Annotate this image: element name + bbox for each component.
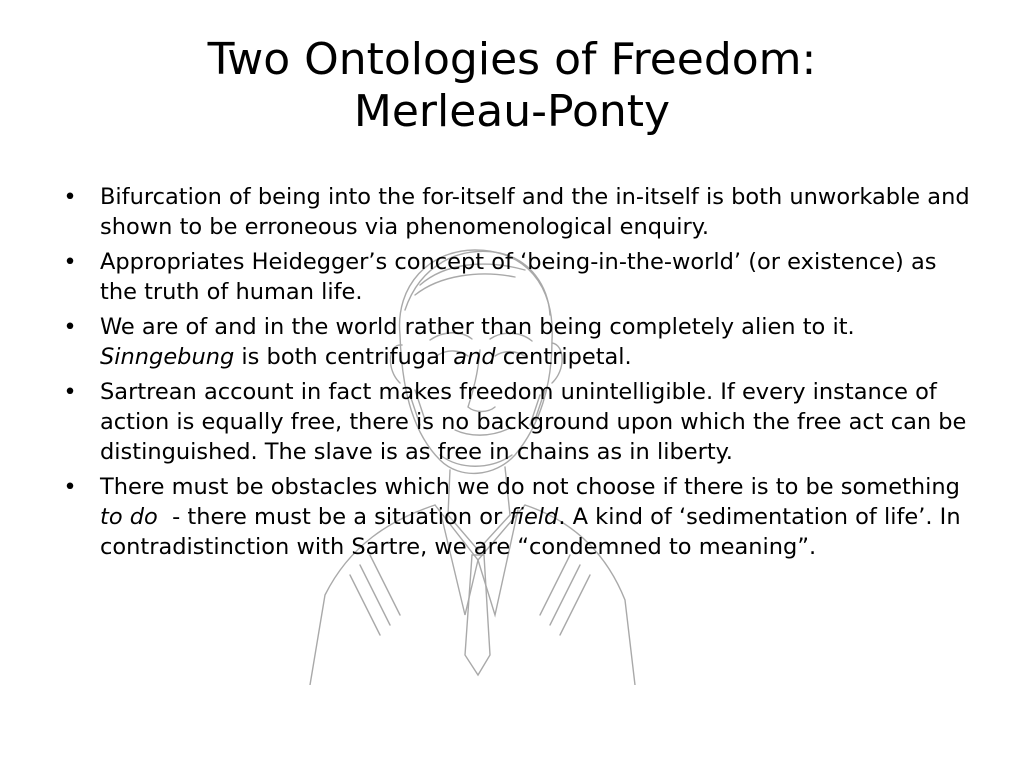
bullet-marker: • xyxy=(63,184,77,210)
bullet-text-part: . A kind of ‘sedimentation of life’. In contradistinction with Sartre, we are “condemned to meaning”. xyxy=(100,504,961,560)
bullet-item-1 xyxy=(60,182,970,242)
bullet-marker: • xyxy=(63,249,77,275)
italic-term-field: field xyxy=(509,504,559,530)
italic-term-sinngebung: Sinngebung xyxy=(100,344,235,370)
title-line-2: Merleau-Ponty xyxy=(353,86,671,137)
bullet-text-part: There must be obstacles which we do not choose if there is to be something xyxy=(100,474,960,500)
bullet-text: Appropriates Heidegger’s concept of ‘being-in-the-world’ (or existence) as the truth of human life. xyxy=(100,249,937,305)
bullet-item-3 xyxy=(60,312,970,372)
bullet-text-part: centripetal. xyxy=(495,344,632,370)
title-line-1: Two Ontologies of Freedom: xyxy=(207,34,817,85)
bullet-item-2 xyxy=(60,247,970,307)
bullet-marker: • xyxy=(63,474,77,500)
bullet-item-5 xyxy=(60,472,970,562)
bullet-text-part: - there must be a situation or xyxy=(157,504,510,530)
bullet-marker: • xyxy=(63,379,77,405)
bullet-item-4 xyxy=(60,377,970,467)
bullet-text: Sartrean account in fact makes freedom unintelligible. If every instance of action is equally free, there is no background upon which the free act can be distinguished. The slave is as free in chains as in liberty. xyxy=(100,379,967,465)
italic-term-and: and xyxy=(453,344,496,370)
bullet-marker: • xyxy=(63,314,77,340)
slide-title xyxy=(80,34,944,138)
bullet-text-part: We are of and in the world rather than being completely alien to it. xyxy=(100,314,855,340)
bullet-text: Bifurcation of being into the for-itself and the in-itself is both unworkable and shown to be erroneous via phenomenological enquiry. xyxy=(100,184,970,240)
italic-term-to-do: to do xyxy=(100,504,158,530)
bullet-list xyxy=(60,182,970,567)
bullet-text xyxy=(100,314,855,370)
bullet-text-part: is both centrifugal xyxy=(234,344,454,370)
bullet-text xyxy=(100,474,961,560)
